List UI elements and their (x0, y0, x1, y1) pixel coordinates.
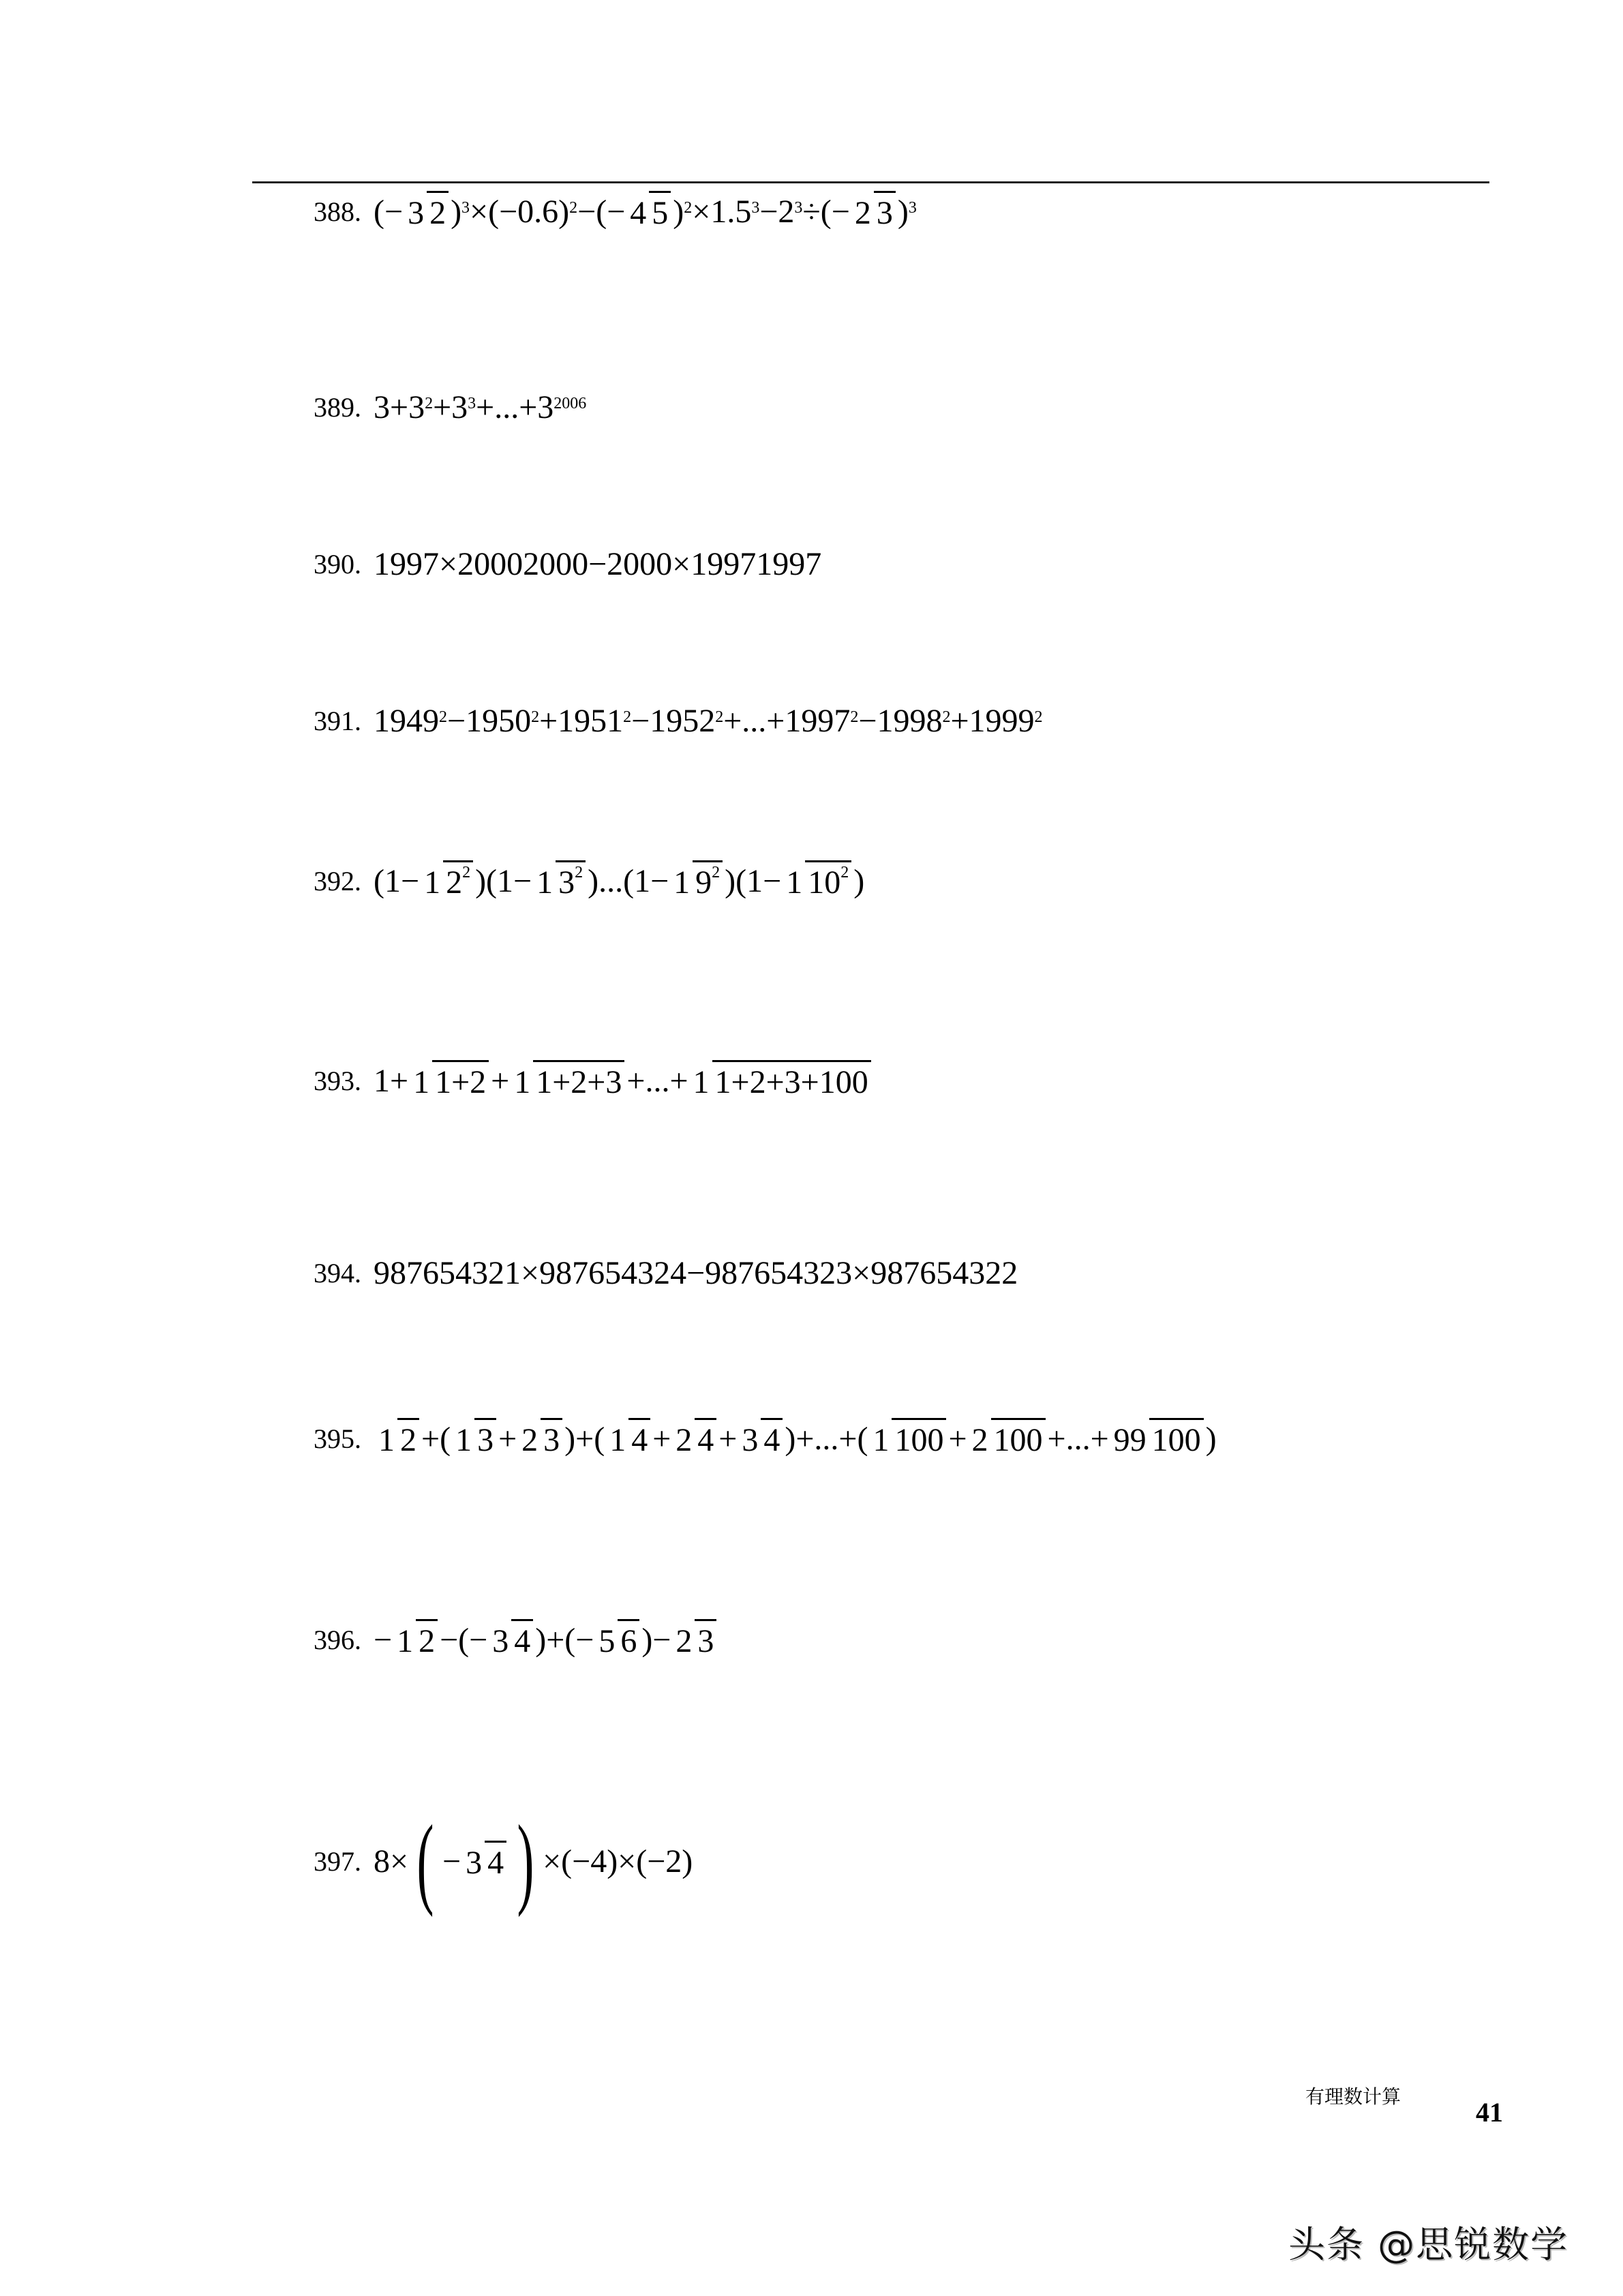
watermark: 头条 @思锐数学 (1288, 2223, 1569, 2266)
problem-393 (314, 1060, 873, 1102)
expression: 3+3 $^2$ +3 $^3$ +...+3 $^{2006}$ (374, 389, 587, 425)
header-rule (252, 181, 1489, 183)
problem-number: 396. (314, 1625, 361, 1655)
problem-number: 395. (314, 1423, 361, 1454)
expression: 1949 $^2$ −1950 $^2$ +1951 $^2$ −1952 $^2$ +...+1997 $^2$ −1998 $^2$ +1999 $^2$ (374, 703, 1043, 739)
problem-395 (314, 1418, 1217, 1460)
expression: 987654321×987654324−987654323×987654322 (374, 1255, 1018, 1291)
problem-394 (314, 1254, 1018, 1292)
problem-396 (314, 1619, 718, 1661)
problem-392 (314, 860, 864, 902)
problem-397 (314, 1804, 693, 1918)
footer-section-title: 有理数计算 (1305, 2085, 1401, 2108)
problem-389 (314, 389, 586, 426)
expression: (1− 1 $2^2$ )(1− 1 $3^2$ )...(1− 1 $9^2$ )(1− 1 $10^2$ ) (374, 860, 864, 902)
problem-number: 392. (314, 866, 361, 896)
problem-390 (314, 545, 821, 583)
problem-number: 388. (314, 196, 361, 227)
problem-388 (314, 191, 917, 232)
fraction: 3 2 (405, 191, 449, 232)
problem-number: 397. (314, 1845, 361, 1877)
expression: − 1 2 −(− 3 4 )+(− 5 6 )− 2 3 (374, 1619, 718, 1661)
problem-number: 390. (314, 549, 361, 579)
problem-number: 394. (314, 1258, 361, 1288)
fraction: 4 5 (627, 191, 671, 232)
problem-number: 393. (314, 1066, 361, 1096)
expression: 1 2 + ( 1 3 + 2 3 ) + ( 1 4 + 2 4 + 3 4 ) +...+ ( 1 100 + 2 100 +...+ 99 100 ) (374, 1418, 1217, 1460)
fraction: 2 3 (852, 191, 896, 232)
page-number: 41 (1476, 2097, 1503, 2128)
expression: 1997×20002000−2000×19971997 (374, 546, 822, 582)
problem-number: 391. (314, 706, 361, 736)
expression: (− 3 2 ) $^3$ ×(−0.6) $^2$ −(− 4 5 ) $^2$ ×1.5 $^3$ −2 $^3$ ÷(− 2 3 ) $^3$ (374, 191, 917, 232)
problem-391 (314, 702, 1043, 740)
expression: 1+ 1 1+2 + 1 1+2+3 +...+ 1 1+2+3+100 (374, 1060, 873, 1102)
expression: 8× ( − 3 4 ) ×(−4)×(−2) (374, 1804, 693, 1918)
problem-number: 389. (314, 392, 361, 423)
